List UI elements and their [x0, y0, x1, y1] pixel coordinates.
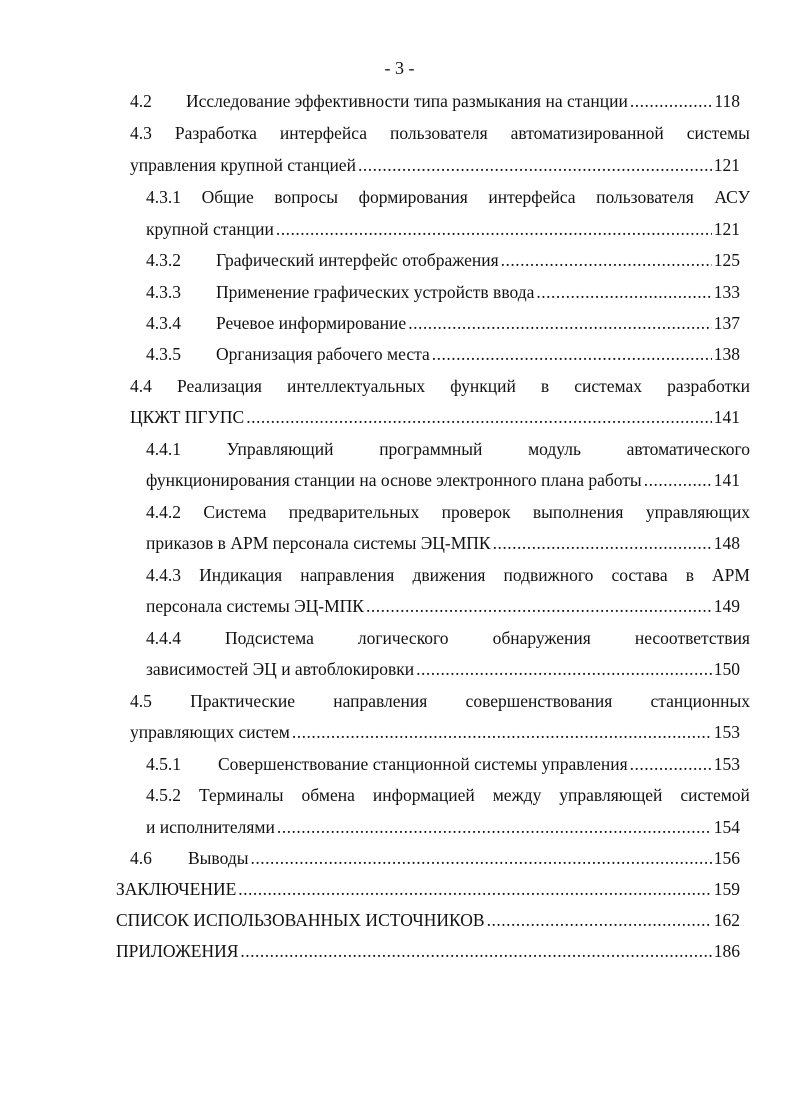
- toc-entry-4-3-3[interactable]: [146, 279, 740, 305]
- toc-title-word: предварительных: [288, 502, 420, 522]
- toc-number: 4.3.4: [146, 313, 181, 333]
- toc-number: 4.2: [130, 91, 152, 111]
- toc-number: 4.4.3: [146, 565, 181, 585]
- toc-title-word: управляющих: [645, 502, 750, 522]
- toc-leader: [292, 719, 712, 745]
- toc-leader: [493, 530, 712, 556]
- toc-entry-4-3-1-cont[interactable]: [146, 216, 740, 242]
- toc-title-word: несоответствия: [634, 628, 750, 648]
- toc-title-word: станционных: [650, 691, 750, 711]
- toc-entry-4-3-5[interactable]: [146, 341, 740, 367]
- toc-title: крупной станции: [146, 219, 274, 239]
- toc-title-word: в: [540, 376, 550, 396]
- toc-leader: [416, 656, 712, 682]
- toc-title-word: программный: [379, 439, 483, 459]
- toc-entry-4-5-2-cont[interactable]: [146, 814, 740, 840]
- toc-title-word: вопросы: [274, 187, 339, 207]
- toc-entry-4-4-2[interactable]: [146, 499, 750, 525]
- toc-number: 4.5: [130, 691, 152, 711]
- toc-leader: [487, 907, 712, 933]
- toc-title-word: пользователя: [389, 123, 488, 143]
- toc-title-word: обмена: [301, 785, 355, 805]
- toc-leader: [240, 938, 711, 964]
- toc-title: ЦКЖТ ПГУПС: [130, 407, 245, 427]
- toc-number: 4.5.1: [146, 754, 181, 774]
- toc-leader: [501, 247, 712, 273]
- toc-page: 159: [713, 879, 740, 899]
- toc-title-word: управляющей: [559, 785, 663, 805]
- toc-leader: [366, 593, 712, 619]
- toc-number: 4.4.4: [146, 628, 181, 648]
- toc-title-word: разработки: [667, 376, 750, 396]
- toc-page: 150: [713, 659, 740, 679]
- toc-page: 154: [713, 817, 740, 837]
- toc-title-word: обнаружения: [492, 628, 591, 648]
- toc-leader: [630, 88, 713, 114]
- toc-entry-4-3-cont[interactable]: [130, 152, 740, 178]
- toc-title-word: автоматизированной: [510, 123, 664, 143]
- toc-title-word: функций: [450, 376, 516, 396]
- toc-number: 4.3.5: [146, 344, 181, 364]
- toc-title-word: Система: [203, 502, 267, 522]
- toc-title-word: Управляющий: [226, 439, 334, 459]
- toc-title-word: Терминалы: [198, 785, 284, 805]
- toc-title-word: проверок: [441, 502, 511, 522]
- toc-title-word: между: [492, 785, 542, 805]
- toc-title-word: направления: [300, 565, 395, 585]
- toc-title-word: интерфейса: [279, 123, 367, 143]
- toc-title: СПИСОК ИСПОЛЬЗОВАННЫХ ИСТОЧНИКОВ: [116, 910, 485, 930]
- toc-title: зависимостей ЭЦ и автоблокировки: [146, 659, 415, 679]
- toc-title: Организация рабочего места: [216, 344, 430, 364]
- toc-title: Совершенствование станционной системы управления: [218, 754, 628, 774]
- toc-title-word: АСУ: [714, 187, 750, 207]
- toc-entry-4-4[interactable]: [130, 373, 750, 399]
- page-number: - 3 -: [384, 58, 415, 78]
- toc-title-word: интерфейса: [488, 187, 576, 207]
- toc-title: ЗАКЛЮЧЕНИЕ: [116, 879, 237, 899]
- toc-number: 4.3.1: [146, 187, 181, 207]
- toc-title: приказов в АРМ персонала системы ЭЦ-МПК: [146, 533, 491, 553]
- toc-leader: [408, 310, 712, 336]
- toc-number: 4.6: [130, 848, 152, 868]
- toc-entry-4-3-4[interactable]: [146, 310, 740, 336]
- toc-page: 133: [713, 282, 740, 302]
- toc-entry-4-3[interactable]: [130, 120, 750, 146]
- toc-entry-4-4-3-cont[interactable]: [146, 593, 740, 619]
- toc-entry-4-4-cont[interactable]: [130, 404, 740, 430]
- toc-page: 162: [713, 910, 740, 930]
- toc-title: Речевое информирование: [216, 313, 407, 333]
- toc-title-word: системой: [680, 785, 750, 805]
- toc-entry-4-2[interactable]: [130, 88, 740, 114]
- toc-number: 4.3: [130, 123, 152, 143]
- toc-title: Выводы: [188, 848, 249, 868]
- toc-entry-4-3-1[interactable]: [146, 184, 750, 210]
- toc-title-word: Разработка: [174, 123, 257, 143]
- toc-title: функционирования станции на основе электронного плана работы: [146, 470, 642, 490]
- toc-title-word: интеллектуальных: [287, 376, 426, 396]
- toc-leader: [246, 404, 712, 430]
- toc-title-word: АРМ: [712, 565, 750, 585]
- toc-number: 4.3.3: [146, 282, 181, 302]
- toc-leader: [250, 845, 711, 871]
- toc-entry-4-4-4[interactable]: [146, 625, 750, 651]
- toc-page: 125: [713, 250, 740, 270]
- toc-title-word: Реализация: [176, 376, 262, 396]
- toc-title-word: пользователя: [596, 187, 694, 207]
- toc-number: 4.4: [130, 376, 152, 396]
- toc-title-word: состава: [611, 565, 668, 585]
- toc-title-word: модуль: [528, 439, 581, 459]
- toc-title-word: Практические: [190, 691, 295, 711]
- toc-entry-4-4-4-cont[interactable]: [146, 656, 740, 682]
- toc-title-word: направления: [333, 691, 428, 711]
- toc-entry-4-4-2-cont[interactable]: [146, 530, 740, 556]
- toc-entry-references[interactable]: [116, 907, 740, 933]
- toc-title-word: Индикация: [199, 565, 283, 585]
- toc-title-word: подвижного: [503, 565, 594, 585]
- toc-page: 137: [713, 313, 740, 333]
- toc-page: 149: [713, 596, 740, 616]
- toc-title: Исследование эффективности типа размыкания на станции: [186, 91, 628, 111]
- toc-title: ПРИЛОЖЕНИЯ: [116, 941, 239, 961]
- toc-title-word: в: [685, 565, 694, 585]
- toc-page: 121: [713, 219, 740, 239]
- toc-entry-appendix[interactable]: [116, 938, 740, 964]
- toc-title: Графический интерфейс отображения: [216, 250, 499, 270]
- toc-entry-4-5-2[interactable]: [146, 782, 750, 808]
- toc-title-word: логического: [357, 628, 449, 648]
- toc-title-word: выполнения: [532, 502, 624, 522]
- toc-leader: [536, 279, 711, 305]
- toc-leader: [630, 751, 712, 777]
- toc-entry-4-3-2[interactable]: [146, 247, 740, 273]
- toc-entry-4-5-cont[interactable]: [130, 719, 740, 745]
- toc-number: 4.5.2: [146, 785, 181, 805]
- toc-page: 121: [713, 155, 740, 175]
- toc-entry-4-5[interactable]: [130, 688, 750, 714]
- toc-title-word: системы: [686, 123, 750, 143]
- toc-title: управления крупной станцией: [130, 155, 356, 175]
- toc-leader: [358, 152, 712, 178]
- toc-entry-4-4-1-cont[interactable]: [146, 467, 740, 493]
- toc-title: управляющих систем: [130, 722, 290, 742]
- toc-page: 138: [713, 344, 740, 364]
- toc-page: 153: [713, 754, 740, 774]
- toc-title-word: системах: [574, 376, 643, 396]
- toc-number: 4.4.2: [146, 502, 181, 522]
- toc-page: 186: [713, 941, 740, 961]
- toc-page: 118: [714, 91, 740, 111]
- toc-title-word: Общие: [201, 187, 254, 207]
- toc-page: 141: [713, 470, 740, 490]
- toc-title: персонала системы ЭЦ-МПК: [146, 596, 364, 616]
- toc-entry-4-5-1[interactable]: [146, 751, 740, 777]
- toc-title: Применение графических устройств ввода: [216, 282, 535, 302]
- toc-title-word: информацией: [372, 785, 475, 805]
- toc-leader: [277, 814, 712, 840]
- toc-page: 153: [713, 722, 740, 742]
- toc-entry-4-6[interactable]: [130, 845, 740, 871]
- toc-entry-4-4-3[interactable]: [146, 562, 750, 588]
- toc-page: 141: [713, 407, 740, 427]
- toc-leader: [432, 341, 712, 367]
- toc-title-word: движения: [412, 565, 486, 585]
- toc-number: 4.4.1: [146, 439, 181, 459]
- toc-leader: [238, 876, 711, 902]
- toc-page: 148: [713, 533, 740, 553]
- toc-page: 156: [713, 848, 740, 868]
- toc-leader: [644, 467, 712, 493]
- toc-entry-conclusion[interactable]: [116, 876, 740, 902]
- toc-title-word: автоматического: [626, 439, 750, 459]
- toc-leader: [276, 216, 712, 242]
- toc-entry-4-4-1[interactable]: [146, 436, 750, 462]
- toc-title-word: Подсистема: [225, 628, 314, 648]
- toc-title-word: совершенствования: [465, 691, 613, 711]
- toc-title-word: формирования: [358, 187, 468, 207]
- toc-number: 4.3.2: [146, 250, 181, 270]
- toc-title: и исполнителями: [146, 817, 275, 837]
